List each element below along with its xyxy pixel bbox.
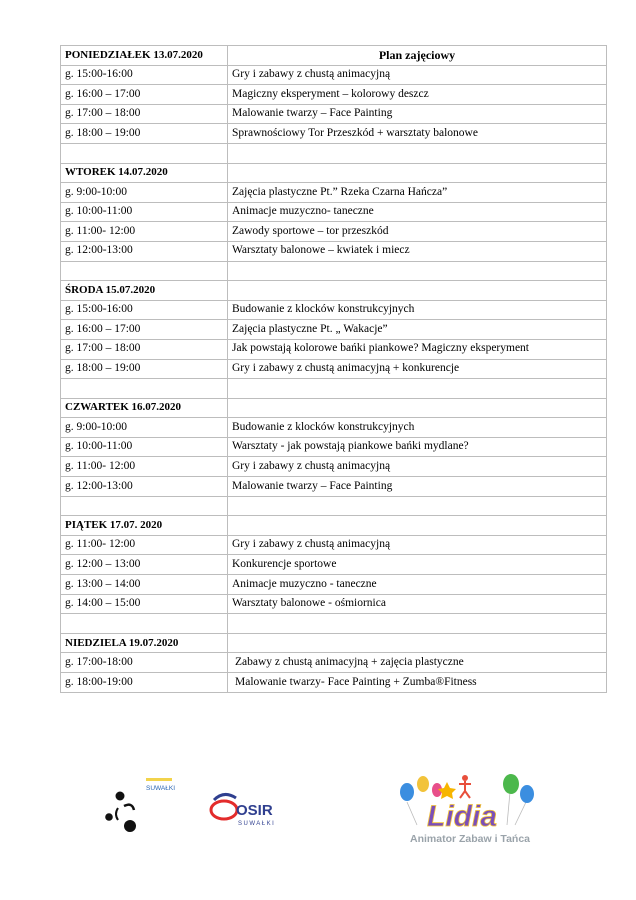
time-cell: g. 18:00-19:00 [61, 673, 228, 693]
activity-cell: Magiczny eksperyment – kolorowy deszcz [228, 85, 607, 105]
empty-cell [228, 261, 607, 281]
table-row [61, 359, 607, 379]
table-row [61, 300, 607, 320]
empty-cell [61, 379, 228, 399]
activity-cell: Budowanie z klocków konstrukcyjnych [228, 418, 607, 438]
empty-cell [228, 398, 607, 418]
activity-cell: Konkurencje sportowe [228, 555, 607, 575]
suwalki-logo-text: SUWAŁKI [146, 785, 176, 792]
table-row [61, 575, 607, 595]
activity-cell: Zajęcia plastyczne Pt. „ Wakacje” [228, 320, 607, 340]
activity-cell: Zawody sportowe – tor przeszkód [228, 222, 607, 242]
day-header-row [61, 398, 607, 418]
activity-cell: Sprawnościowy Tor Przeszkód + warsztaty balonowe [228, 124, 607, 144]
activity-cell: Animacje muzyczno - taneczne [228, 575, 607, 595]
spacer-row [61, 261, 607, 281]
activity-cell: Malowanie twarzy- Face Painting + Zumba®Fitness [228, 673, 607, 693]
empty-cell [61, 496, 228, 516]
table-row [61, 437, 607, 457]
time-cell: g. 15:00-16:00 [61, 65, 228, 85]
spacer-row [61, 496, 607, 516]
spacer-row [61, 379, 607, 399]
schedule-table [60, 45, 607, 693]
empty-cell [61, 261, 228, 281]
table-row [61, 555, 607, 575]
day-title: PIĄTEK 17.07. 2020 [61, 516, 228, 536]
table-row [61, 673, 607, 693]
day-header-row [61, 46, 607, 66]
empty-cell [228, 281, 607, 301]
activity-cell: Gry i zabawy z chustą animacyjną [228, 65, 607, 85]
empty-cell [228, 379, 607, 399]
time-cell: g. 18:00 – 19:00 [61, 124, 228, 144]
time-cell: g. 11:00- 12:00 [61, 535, 228, 555]
suwalki-logo [98, 768, 188, 848]
time-cell: g. 12:00-13:00 [61, 477, 228, 497]
lidia-logo [395, 770, 545, 860]
empty-cell [61, 143, 228, 163]
table-row [61, 104, 607, 124]
time-cell: g. 16:00 – 17:00 [61, 320, 228, 340]
time-cell: g. 11:00- 12:00 [61, 457, 228, 477]
table-row [61, 202, 607, 222]
lidia-logo-title: Lidia [427, 800, 498, 833]
time-cell: g. 16:00 – 17:00 [61, 85, 228, 105]
empty-cell [228, 496, 607, 516]
day-header-row [61, 281, 607, 301]
osir-logo [208, 788, 298, 833]
day-title: ŚRODA 15.07.2020 [61, 281, 228, 301]
time-cell: g. 17:00 – 18:00 [61, 339, 228, 359]
activity-cell: Gry i zabawy z chustą animacyjną + konkurencje [228, 359, 607, 379]
time-cell: g. 12:00-13:00 [61, 241, 228, 261]
activity-cell: Warsztaty balonowe – kwiatek i miecz [228, 241, 607, 261]
table-row [61, 85, 607, 105]
empty-cell [228, 143, 607, 163]
spacer-row [61, 614, 607, 634]
table-row [61, 339, 607, 359]
lidia-logo-subtitle: Animator Zabaw i Tańca [410, 833, 530, 845]
activity-cell: Budowanie z klocków konstrukcyjnych [228, 300, 607, 320]
activity-cell: Gry i zabawy z chustą animacyjną [228, 457, 607, 477]
table-row [61, 241, 607, 261]
day-title: CZWARTEK 16.07.2020 [61, 398, 228, 418]
day-header-row [61, 633, 607, 653]
osir-logo-subtitle: SUWAŁKI [238, 821, 276, 827]
activity-cell: Zajęcia plastyczne Pt.” Rzeka Czarna Hańcza” [228, 183, 607, 203]
time-cell: g. 17:00-18:00 [61, 653, 228, 673]
table-row [61, 222, 607, 242]
table-row [61, 418, 607, 438]
table-row [61, 65, 607, 85]
osir-logo-title: OSIR [236, 802, 273, 819]
time-cell: g. 10:00-11:00 [61, 437, 228, 457]
time-cell: g. 15:00-16:00 [61, 300, 228, 320]
table-row [61, 320, 607, 340]
empty-cell [228, 633, 607, 653]
day-header-row [61, 516, 607, 536]
empty-cell [228, 163, 607, 183]
time-cell: g. 18:00 – 19:00 [61, 359, 228, 379]
sponsor-logos [0, 760, 636, 880]
table-row [61, 124, 607, 144]
activity-cell: Gry i zabawy z chustą animacyjną [228, 535, 607, 555]
time-cell: g. 12:00 – 13:00 [61, 555, 228, 575]
time-cell: g. 13:00 – 14:00 [61, 575, 228, 595]
activity-cell: Warsztaty - jak powstają piankowe bańki mydlane? [228, 437, 607, 457]
time-cell: g. 9:00-10:00 [61, 418, 228, 438]
day-header-row [61, 163, 607, 183]
activity-cell: Malowanie twarzy – Face Painting [228, 477, 607, 497]
activity-cell: Malowanie twarzy – Face Painting [228, 104, 607, 124]
activity-cell: Animacje muzyczno- taneczne [228, 202, 607, 222]
table-row [61, 457, 607, 477]
activity-cell: Warsztaty balonowe - ośmiornica [228, 594, 607, 614]
empty-cell [228, 614, 607, 634]
table-row [61, 594, 607, 614]
activity-cell: Jak powstają kolorowe bańki piankowe? Magiczny eksperyment [228, 339, 607, 359]
activity-cell: Zabawy z chustą animacyjną + zajęcia plastyczne [228, 653, 607, 673]
table-row [61, 477, 607, 497]
empty-cell [228, 516, 607, 536]
table-row [61, 653, 607, 673]
time-cell: g. 11:00- 12:00 [61, 222, 228, 242]
time-cell: g. 17:00 – 18:00 [61, 104, 228, 124]
day-title: PONIEDZIAŁEK 13.07.2020 [61, 46, 228, 66]
table-row [61, 183, 607, 203]
spacer-row [61, 143, 607, 163]
time-cell: g. 9:00-10:00 [61, 183, 228, 203]
day-title: WTOREK 14.07.2020 [61, 163, 228, 183]
plan-header: Plan zajęciowy [228, 46, 607, 66]
day-title: NIEDZIELA 19.07.2020 [61, 633, 228, 653]
time-cell: g. 14:00 – 15:00 [61, 594, 228, 614]
table-row [61, 535, 607, 555]
empty-cell [61, 614, 228, 634]
time-cell: g. 10:00-11:00 [61, 202, 228, 222]
